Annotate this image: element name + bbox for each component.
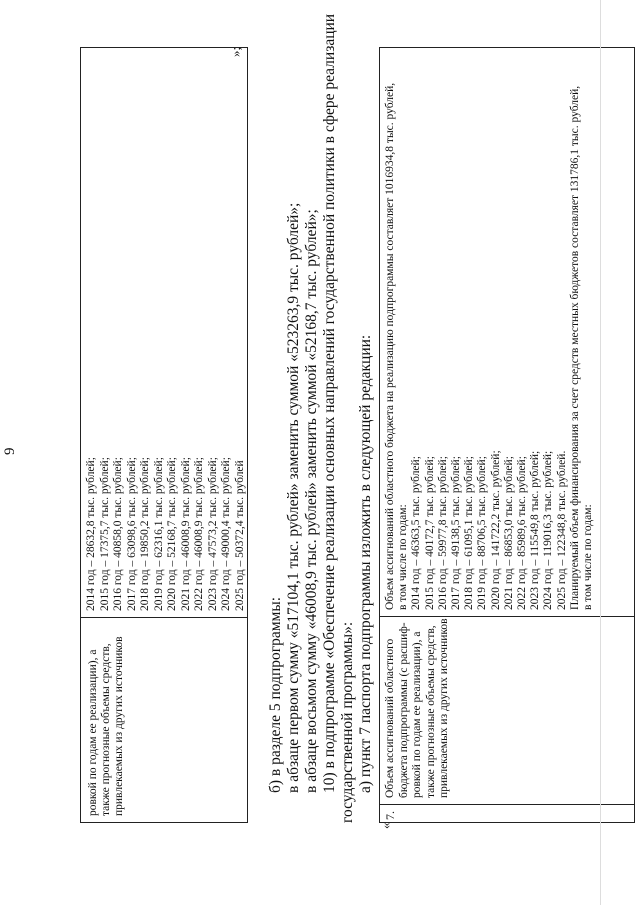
paragraph: а) пункт 7 паспорта подпрограммы изложить в следующей редакции: xyxy=(357,334,374,793)
table1-value-line: 2024 год – 49000,4 тыс. рублей; xyxy=(220,457,232,611)
table2-value-line: 2017 год – 49138,5 тыс. рублей; xyxy=(450,456,463,610)
table1-value-line: 2025 год – 50372,4 тыс. рублей xyxy=(233,460,246,611)
page-number: 9 xyxy=(2,447,18,455)
table1-label-line: ровкой по годам ее реализации), а xyxy=(87,649,99,816)
table2-value-cell xyxy=(380,48,640,616)
passport-table xyxy=(379,47,635,823)
table1-value-line: 2020 год – 52168,7 тыс. рублей; xyxy=(166,457,178,611)
table2-label-cell xyxy=(380,616,634,804)
opening-quote: « xyxy=(378,822,393,829)
table2-value-line: Планируемый объем финансирования за счет средств местных бюджетов составляет 131786,1 тыс. рублей, xyxy=(568,85,581,610)
table1-value-line: 2015 год – 17375,7 тыс. рублей; xyxy=(98,457,111,611)
table2-value-line: 2018 год – 61095,1 тыс. рублей; xyxy=(463,456,476,610)
table2-value-line: 2019 год – 88706,5 тыс. рублей; xyxy=(476,456,489,610)
table1-value-line: 2017 год – 63098,6 тыс. рублей; xyxy=(125,457,138,611)
table1-value-line: 2019 год – 62316,1 тыс. рублей; xyxy=(152,457,165,611)
table2-value-line: 2020 год – 141722,2 тыс. рублей; xyxy=(489,450,502,610)
table1-value-line: 2023 год – 47573,2 тыс. рублей; xyxy=(206,457,219,611)
table2-value-line: 2025 год – 122348,8 тыс. рублей. xyxy=(555,450,568,610)
table2-value-line: 2021 год – 86853,0 тыс. рублей; xyxy=(502,456,515,610)
table2-value-line: 2014 год – 46363,5 тыс. рублей; xyxy=(410,456,423,610)
table1-label-cell xyxy=(81,617,247,822)
paragraph: государственной программы»: xyxy=(339,621,356,823)
table1-value-line: 2022 год – 46008,9 тыс. рублей; xyxy=(193,457,205,611)
table2-value-line: 2016 год – 59977,8 тыс. рублей; xyxy=(436,456,449,610)
table1-value-line: 2016 год – 40858,0 тыс. рублей; xyxy=(112,457,124,611)
table1-value-line: 2014 год – 28632,8 тыс. рублей; xyxy=(85,457,97,611)
closing-quote: »; xyxy=(228,46,243,57)
table1-value-line: 2018 год – 19850,2 тыс. рублей; xyxy=(139,457,151,611)
table2-label-line: ровкой по годам ее реализации), а xyxy=(411,631,423,798)
paragraph: 10) в подпрограмме «Обеспечение реализации основных направлений государственной политики в сфере реализации xyxy=(321,13,338,793)
table2-value-line: 2015 год – 40172,7 тыс. рублей; xyxy=(423,456,436,610)
page-edge-line xyxy=(600,0,601,905)
row-number: 7. xyxy=(380,804,634,822)
table2-label-line: также прогнозные объемы средств, xyxy=(424,625,437,798)
paragraph: б) в разделе 5 подпрограммы: xyxy=(267,596,284,793)
table2-label-line: Объем ассигнований областного xyxy=(384,638,396,798)
table2-value-line: Объем ассигнований областного бюджета на реализацию подпрограммы составляет 1016934,8 тыс. рублей, xyxy=(384,82,396,610)
passport-table-fragment xyxy=(80,47,248,823)
table1-label-line: также прогнозные объемы средств, xyxy=(100,643,112,816)
paragraph: в абзаце первом сумму «517104,1 тыс. рублей» заменить суммой «523263,9 тыс. рублей»; xyxy=(285,202,302,793)
table2-value-line: в том числе по годам: xyxy=(397,504,410,610)
paragraph: в абзаце восьмом сумму «46008,9 тыс. рублей» заменить суммой «52168,7 тыс. рублей»; xyxy=(303,209,320,793)
table2-label-line: бюджета подпрограммы (с расшиф- xyxy=(397,622,410,798)
table1-value-cell xyxy=(81,48,255,617)
table2-value-line: 2024 год – 119016,3 тыс. рублей; xyxy=(542,450,555,610)
table2-label-line: привлекаемых из других источников xyxy=(438,618,450,798)
table2-value-line: в том числе по годам: xyxy=(582,504,595,610)
table1-value-line: 2021 год – 46008,9 тыс. рублей; xyxy=(179,457,192,611)
table1-label-line: привлекаемых из других источников xyxy=(113,636,125,816)
table2-value-line: 2022 год – 85989,6 тыс. рублей; xyxy=(516,456,529,610)
table2-value-line: 2023 год – 115549,8 тыс. рублей; xyxy=(529,450,542,610)
